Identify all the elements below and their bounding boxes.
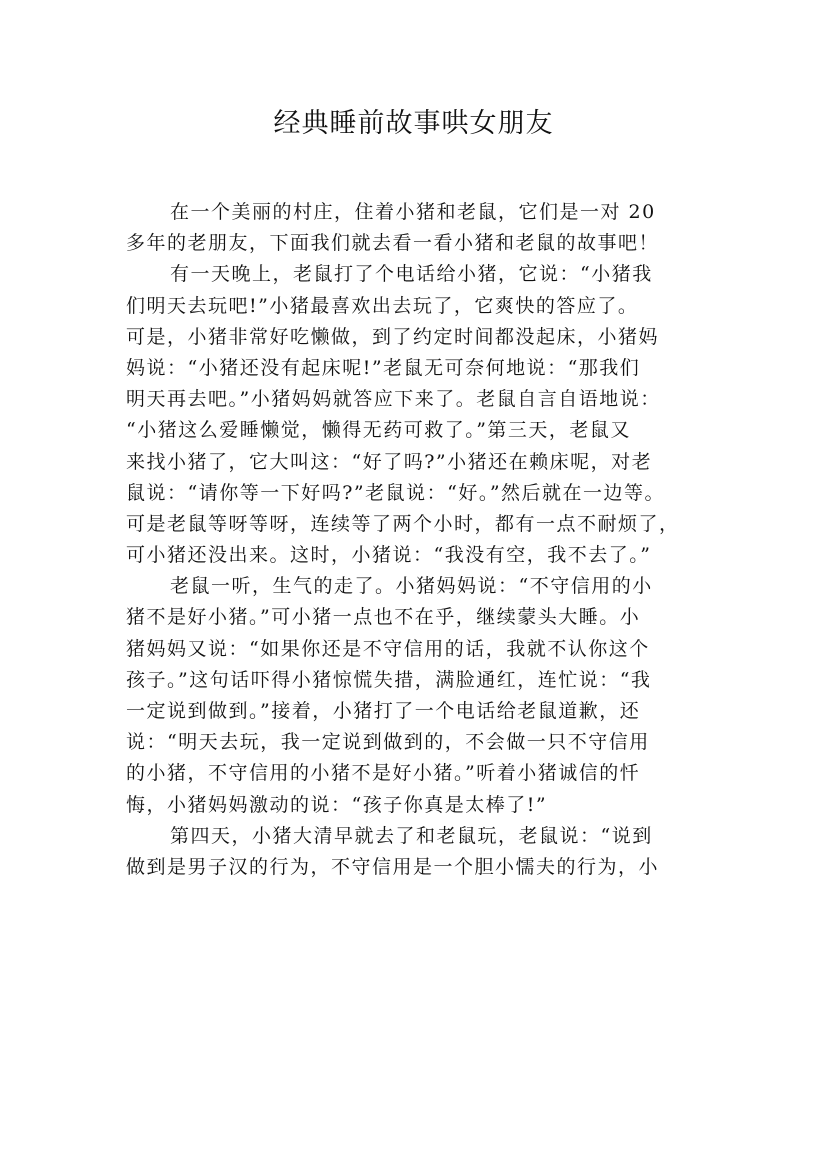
text-line: 可小猪还没出来。这时，小猪说：“我没有空，我不去了。” [126, 544, 652, 567]
document-title: 经典睡前故事哄女朋友 [273, 108, 554, 139]
story-body [126, 197, 706, 883]
text-line: 有一天晚上，老鼠打了个电话给小猪，它说：“小猪我 [170, 263, 653, 286]
text-line: 来找小猪了，它大叫这：“好了吗?”小猪还在赖床呢，对老 [126, 450, 653, 473]
text-line: “小猪这么爱睡懒觉，懒得无药可救了。”第三天，老鼠又 [126, 419, 631, 442]
text-line: 可是，小猪非常好吃懒做，到了约定时间都没起床，小猪妈 [126, 325, 660, 348]
text-line: 一定说到做到。”接着，小猪打了一个电话给老鼠道歉，还 [126, 700, 641, 722]
text-line: 在一个美丽的村庄，住着小猪和老鼠，它们是一对 20 [170, 201, 656, 223]
text-line: 可是老鼠等呀等呀，连续等了两个小时，都有一点不耐烦了， [126, 512, 680, 535]
text-line: 第四天，小猪大清早就去了和老鼠玩，老鼠说：“说到 [170, 824, 653, 847]
text-line: 妈说：“小猪还没有起床呢!”老鼠无可奈何地说：“那我们 [126, 356, 641, 379]
text-line: 猪妈妈又说：“如果你还是不守信用的话，我就不认你这个 [126, 637, 650, 660]
text-line: 孩子。”这句话吓得小猪惊慌失措，满脸通红，连忙说：“我 [126, 668, 652, 691]
text-line: 们明天去玩吧!”小猪最喜欢出去玩了，它爽快的答应了。 [126, 294, 639, 317]
text-line: 做到是男子汉的行为，不守信用是一个胆小懦夫的行为，小 [126, 855, 660, 878]
text-line: 鼠说：“请你等一下好吗?”老鼠说：“好。”然后就在一边等。 [126, 481, 666, 504]
text-line: 明天再去吧。”小猪妈妈就答应下来了。老鼠自言自语地说： [126, 388, 661, 411]
text-line: 的小猪，不守信用的小猪不是好小猪。”听着小猪诚信的忏 [126, 762, 641, 785]
text-line: 老鼠一听，生气的走了。小猪妈妈说：“不守信用的小 [170, 575, 653, 598]
text-line: 猪不是好小猪。”可小猪一点也不在乎，继续蒙头大睡。小 [126, 606, 641, 629]
text-line: 说：“明天去玩，我一定说到做到的，不会做一只不守信用 [126, 731, 650, 754]
text-line: 悔，小猪妈妈激动的说：“孩子你真是太棒了!” [126, 793, 548, 816]
text-line: 多年的老朋友，下面我们就去看一看小猪和老鼠的故事吧！ [126, 232, 660, 255]
